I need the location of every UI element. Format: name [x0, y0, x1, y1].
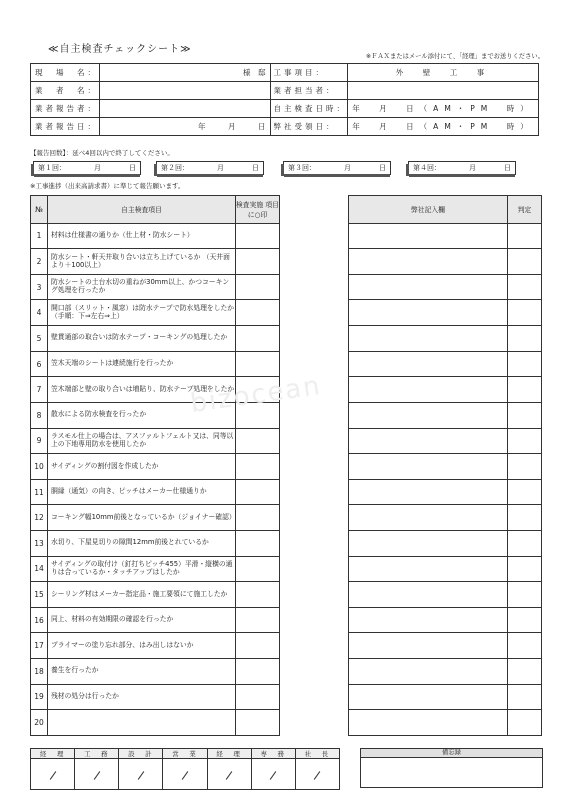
remarks-row [349, 556, 542, 582]
remarks-row [349, 454, 542, 480]
stamp-cell[interactable] [163, 759, 207, 790]
judge-cell[interactable] [508, 530, 542, 556]
col-check-header: 検査実施 項目に○印 [236, 196, 280, 224]
row-number: 1 [31, 223, 48, 249]
info-right-label: 自主検査日時： [270, 100, 348, 118]
inspection-item: 防水シートの土台水切の重ねが30mm以上、かつコーキング処理を行ったか [48, 274, 236, 300]
remarks-cell[interactable] [349, 300, 508, 326]
report-round-box[interactable] [33, 161, 141, 175]
inspection-item: 開口部（スリット・風窓）は防水テープで防水処理をしたか （手順：下⇒左右⇒上） [48, 300, 236, 326]
judge-cell[interactable] [508, 249, 542, 275]
inspection-table [30, 195, 280, 736]
check-cell[interactable] [236, 684, 280, 710]
check-cell[interactable] [236, 607, 280, 633]
report-count-label: 【報告回数】：延べ4回以内で終了してください。 [30, 149, 174, 157]
judge-cell[interactable] [508, 377, 542, 403]
inspection-item: 笠木天端のシートは連続施行を行ったか [48, 351, 236, 377]
table-row [31, 479, 280, 505]
report-month: 月 [94, 164, 101, 172]
table-row [31, 710, 280, 736]
row-number: 7 [31, 377, 48, 403]
remarks-cell[interactable] [349, 454, 508, 480]
stamp-slash [270, 771, 277, 780]
judge-cell[interactable] [508, 454, 542, 480]
remarks-cell[interactable] [349, 530, 508, 556]
info-right-value[interactable]: 年 月 日（AM・PM 時） [348, 100, 539, 118]
stamp-label: 工 務 [75, 749, 119, 759]
remarks-row [349, 659, 542, 685]
judge-cell[interactable] [508, 607, 542, 633]
check-cell[interactable] [236, 479, 280, 505]
inspection-item [48, 710, 236, 736]
info-row [31, 64, 539, 82]
report-day: 日 [129, 164, 136, 172]
table-row [31, 607, 280, 633]
table-row [31, 582, 280, 608]
info-right-value[interactable] [348, 82, 539, 100]
info-row [31, 100, 539, 118]
inspection-item: 同上、材料の有効期限の確認を行ったか [48, 607, 236, 633]
progress-note: ※工事進捗（出来高請求書）に準じて報告願います。 [30, 182, 185, 190]
table-row [31, 530, 280, 556]
inspection-item: 壁貫通部の取合いは防水テープ・コーキングの処理したか [48, 326, 236, 352]
table-row [31, 505, 280, 531]
judge-cell[interactable] [508, 684, 542, 710]
remarks-row [349, 505, 542, 531]
table-row [31, 454, 280, 480]
col-item-header: 自主検査項目 [48, 196, 236, 224]
remarks-row [349, 223, 542, 249]
remarks-cell[interactable] [349, 428, 508, 454]
remarks-table [348, 195, 542, 736]
row-number: 9 [31, 428, 48, 454]
judge-cell[interactable] [508, 479, 542, 505]
info-label: 現 場 名： [31, 64, 100, 82]
col-judge-header: 判定 [508, 196, 542, 224]
inspection-item: 笠木端部と壁の取り合いは増貼り、防水テープ処理をしたか [48, 377, 236, 403]
check-cell[interactable] [236, 300, 280, 326]
inspection-item: シーリング材はメーカー指定品・施工要領にて施工したか [48, 582, 236, 608]
judge-cell[interactable] [508, 300, 542, 326]
report-round-box[interactable] [283, 161, 391, 175]
stamp-slash [93, 771, 100, 780]
table-row [31, 428, 280, 454]
judge-cell[interactable] [508, 402, 542, 428]
row-number: 20 [31, 710, 48, 736]
remarks-row [349, 249, 542, 275]
info-right-value[interactable]: 年 月 日（AM・PM 時） [348, 118, 539, 136]
report-round-label: 第１回： [38, 164, 66, 172]
stamp-cell[interactable] [207, 759, 251, 790]
check-cell[interactable] [236, 582, 280, 608]
row-number: 16 [31, 607, 48, 633]
table-row [31, 249, 280, 275]
remarks-row [349, 402, 542, 428]
remarks-cell[interactable] [349, 479, 508, 505]
table-row [31, 223, 280, 249]
remarks-cell[interactable] [349, 505, 508, 531]
check-cell[interactable] [236, 530, 280, 556]
col-remarks-header: 弊社記入欄 [349, 196, 508, 224]
inspection-item: コーキング幅10mm前後となっているか（ジョイナー確認） [48, 505, 236, 531]
table-row [31, 659, 280, 685]
info-right-value[interactable]: 外 壁 工 事 [348, 64, 539, 82]
row-number: 11 [31, 479, 48, 505]
remarks-cell[interactable] [349, 377, 508, 403]
table-row [31, 684, 280, 710]
stamp-cell[interactable] [31, 759, 75, 790]
judge-cell[interactable] [508, 326, 542, 352]
info-label: 業者報告日： [31, 118, 100, 136]
judge-cell[interactable] [508, 556, 542, 582]
page-title: ≪自主検査チェックシート≫ [48, 44, 192, 55]
table-row [31, 326, 280, 352]
stamp-label: 経 理 [207, 749, 251, 759]
remarks-row [349, 582, 542, 608]
inspection-item: 胴縁（通気）の向き、ピッチはメーカー仕様通りか [48, 479, 236, 505]
check-cell[interactable] [236, 428, 280, 454]
row-number: 4 [31, 300, 48, 326]
check-cell[interactable] [236, 505, 280, 531]
row-number: 3 [31, 274, 48, 300]
stamp-slash [138, 771, 145, 780]
row-number: 18 [31, 659, 48, 685]
submission-note: ※ＦＡＸまたはメール添付にて、「経理」までお送りください。 [365, 53, 544, 60]
remarks-cell[interactable] [349, 249, 508, 275]
judge-cell[interactable] [508, 274, 542, 300]
remarks-row [349, 377, 542, 403]
report-round-label: 第２回： [161, 164, 189, 172]
info-value-field[interactable]: 年 月 日 [100, 118, 271, 136]
report-day: 日 [379, 164, 386, 172]
check-cell[interactable] [236, 556, 280, 582]
remarks-cell[interactable] [349, 582, 508, 608]
stamp-cell[interactable] [75, 759, 119, 790]
row-number: 15 [31, 582, 48, 608]
row-number: 6 [31, 351, 48, 377]
stamp-slash [182, 771, 189, 780]
inspection-item: 散水による防水検査を行ったか [48, 402, 236, 428]
inspection-item: サイディングの割付図を作成したか [48, 454, 236, 480]
judge-cell[interactable] [508, 582, 542, 608]
table-row [31, 300, 280, 326]
row-number: 17 [31, 633, 48, 659]
info-row [31, 82, 539, 100]
stamp-slash [314, 771, 321, 780]
report-round-label: 第４回： [413, 164, 441, 172]
judge-cell[interactable] [508, 351, 542, 377]
stamp-cell[interactable] [119, 759, 163, 790]
stamp-label: 設 計 [119, 749, 163, 759]
judge-cell[interactable] [508, 223, 542, 249]
info-right-label: 工事項目： [270, 64, 348, 82]
remarks-row [349, 684, 542, 710]
remarks-cell[interactable] [349, 659, 508, 685]
check-cell[interactable] [236, 326, 280, 352]
inspection-item: プライマーの塗り忘れ部分、はみ出しはないか [48, 633, 236, 659]
remarks-row [349, 479, 542, 505]
row-number: 2 [31, 249, 48, 275]
remarks-cell[interactable] [349, 223, 508, 249]
row-number: 19 [31, 684, 48, 710]
info-value-field[interactable] [100, 100, 271, 118]
info-row [31, 118, 539, 136]
row-number: 13 [31, 530, 48, 556]
table-row [31, 633, 280, 659]
inspection-item: ラスモル仕上の場合は、アスファルトフェルト又は、同等以上の下地専用防水を使用したか [48, 428, 236, 454]
remarks-row [349, 274, 542, 300]
stamp-cell[interactable] [251, 759, 295, 790]
report-round-box[interactable] [156, 161, 264, 175]
stamp-label: 営 業 [163, 749, 207, 759]
stamp-label: 専 務 [251, 749, 295, 759]
remarks-row [349, 710, 542, 736]
info-label: 業者報告者： [31, 100, 100, 118]
remarks-cell[interactable] [349, 326, 508, 352]
inspection-item: 防水シート・軒天井取り合いは立ち上げているか （天井面より＋100以上） [48, 249, 236, 275]
watermark: bizocean [188, 370, 324, 420]
remarks-row [349, 300, 542, 326]
inspection-item: 残材の処分は行ったか [48, 684, 236, 710]
table-row [31, 351, 280, 377]
row-number: 12 [31, 505, 48, 531]
table-row [31, 556, 280, 582]
stamp-label: 経 理 [31, 749, 75, 759]
remarks-row [349, 428, 542, 454]
report-day: 日 [504, 164, 511, 172]
report-round-label: 第３回： [288, 164, 316, 172]
remarks-cell[interactable] [349, 274, 508, 300]
remarks-cell[interactable] [349, 402, 508, 428]
inspection-item: 材料は仕様書の通りか（仕上材・防水シート） [48, 223, 236, 249]
info-right-label: 業者担当者： [270, 82, 348, 100]
row-number: 14 [31, 556, 48, 582]
report-month: 月 [344, 164, 351, 172]
remarks-row [349, 633, 542, 659]
report-day: 日 [252, 164, 259, 172]
check-cell[interactable] [236, 633, 280, 659]
judge-cell[interactable] [508, 633, 542, 659]
stamp-slash [226, 771, 233, 780]
approval-stamps [30, 748, 340, 790]
remarks-row [349, 351, 542, 377]
judge-cell[interactable] [508, 505, 542, 531]
inspection-item: 水切り、下屋見切りの隙間12mm前後とれているか [48, 530, 236, 556]
check-cell[interactable] [236, 351, 280, 377]
remarks-row [349, 607, 542, 633]
col-no-header: № [31, 196, 48, 224]
inspection-item: サイディングの取付け（釘打ちピッチ455）平滑・縦横の通りは合っているか・タッチアップはしたか [48, 556, 236, 582]
judge-cell[interactable] [508, 428, 542, 454]
row-number: 8 [31, 402, 48, 428]
remarks-cell[interactable] [349, 351, 508, 377]
check-cell[interactable] [236, 249, 280, 275]
remarks-cell[interactable] [349, 710, 508, 736]
memo-label: 備忘録 [361, 749, 542, 758]
info-value-field[interactable] [100, 82, 271, 100]
remarks-cell[interactable] [349, 633, 508, 659]
remarks-row [349, 530, 542, 556]
info-label: 業 者 名： [31, 82, 100, 100]
report-month: 月 [217, 164, 224, 172]
remarks-cell[interactable] [349, 607, 508, 633]
remarks-cell[interactable] [349, 684, 508, 710]
inspection-item: 養生を行ったか [48, 659, 236, 685]
stamp-label: 社 長 [295, 749, 339, 759]
remarks-row [349, 326, 542, 352]
memo-box[interactable] [360, 748, 543, 788]
info-right-label: 弊社受領日： [270, 118, 348, 136]
stamp-slash [49, 771, 56, 780]
report-month: 月 [469, 164, 476, 172]
check-cell[interactable] [236, 659, 280, 685]
row-number: 10 [31, 454, 48, 480]
check-cell[interactable] [236, 454, 280, 480]
check-cell[interactable] [236, 710, 280, 736]
judge-cell[interactable] [508, 659, 542, 685]
report-round-box[interactable] [408, 161, 516, 175]
remarks-cell[interactable] [349, 556, 508, 582]
info-table [30, 63, 539, 136]
check-cell[interactable] [236, 223, 280, 249]
info-value-field[interactable]: 様 邸 [100, 64, 271, 82]
check-cell[interactable] [236, 274, 280, 300]
table-row [31, 274, 280, 300]
stamp-cell[interactable] [295, 759, 339, 790]
judge-cell[interactable] [508, 710, 542, 736]
row-number: 5 [31, 326, 48, 352]
